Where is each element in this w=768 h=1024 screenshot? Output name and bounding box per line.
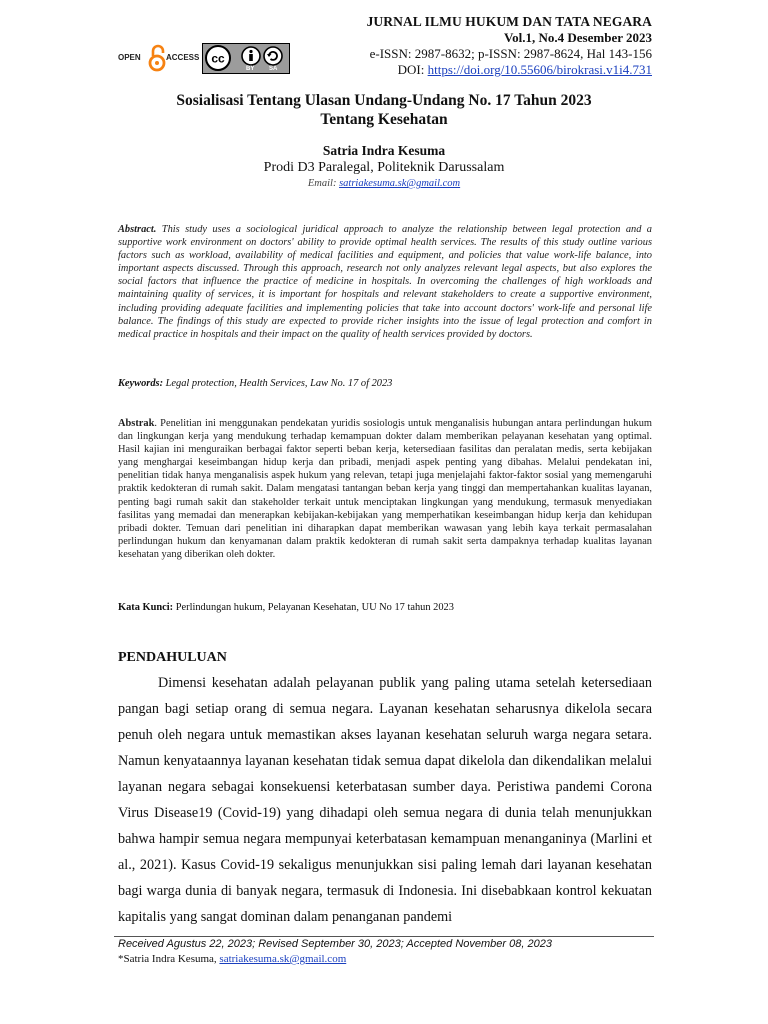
journal-doi — [132, 62, 652, 78]
journal-issn: e-ISSN: 2987-8632; p-ISSN: 2987-8624, Hal 143-156 — [369, 46, 652, 61]
section-heading-pendahuluan: PENDAHULUAN — [118, 650, 227, 665]
svg-text:cc: cc — [211, 51, 225, 66]
doi-prefix: DOI: — [397, 62, 428, 77]
email-label: Email: — [307, 178, 340, 189]
abstract-english — [118, 223, 652, 341]
journal-volume: Vol.1, No.4 Desember 2023 — [503, 30, 652, 45]
body-paragraph: Dimensi kesehatan adalah pelayanan publik yang paling utama setelah ketersediaan pangan bagi setiap orang di semua negara. Layanan kesehatan seharusnya dikelola secara penuh oleh negara untuk memastikan akses layanan kesehatan seluruh warga negara setara. Namun kenyataannya layanan kesehatan tidak semua dapat dikelola dan dikendalikan melalui layanan negara sebagai konsekuensi keterbatasan sumber daya. Peristiwa pandemi Corona Virus Disease19 (Covid-19) yang dihadapi oleh semua negara di dunia telah menunjukkan bahwa hampir semua negara mempunyai keterbatasan kemampuan menanganinya (Marlini et al., 2021). Kasus Covid-19 sekaligus menunjukkan sisi paling lemah dari layanan kesehatan bagi warga dunia di banyak negara, termasuk di Indonesia. Ini disebabkaan kontrol kekuatan kapitalis yang sangat dominan dalam penanganan pandemi — [118, 675, 652, 925]
journal-header — [132, 14, 652, 78]
cc-sa-label: SA — [269, 66, 278, 72]
footer-divider — [114, 936, 654, 937]
paper-title-line-2: Tentang Kesehatan — [320, 111, 448, 128]
open-access-label-left: OPEN — [118, 53, 141, 62]
open-access-label-right: ACCESS — [166, 53, 200, 62]
keywords-indonesian — [118, 602, 652, 613]
corresponding-author-name: *Satria Indra Kesuma, — [118, 953, 220, 965]
paper-title-line-1: Sosialisasi Tentang Ulasan Undang-Undang No. 17 Tahun 2023 — [176, 92, 592, 109]
author-email-link[interactable]: satriakesuma.sk@gmail.com — [339, 178, 461, 189]
keywords-english-label: Keywords: — [118, 378, 164, 389]
abstract-english-text: This study uses a sociological juridical approach to analyze the relationship between legal protection and a supportive work environment on doctors' ability to provide optimal health services. The results of this study outline various factors such as workload, availability of medical facilities and equipment, and policies that value work-life balance, into important aspects discussed. Through this approach, research not only analyzes relevant legal aspects, but also explores the social factors that influence the practice of medicine in hospitals. In overcoming the challenges of high workloads and maintaining quality of services, it is important for hospitals and relevant stakeholders to create a supportive environment, including providing adequate facilities and implementing policies that take into account doctors' work-life and personal life balance. The findings of this study are expected to provide richer insights into the issue of legal protection and comfort in medical practice in hospitals and their impact on the quality of health services provided by doctors. — [118, 224, 652, 340]
keywords-indonesian-text: Perlindungan hukum, Pelayanan Kesehatan, UU No 17 tahun 2023 — [173, 602, 454, 613]
corresponding-author-email[interactable]: satriakesuma.sk@gmail.com — [219, 953, 347, 965]
abstract-indonesian-text: . Penelitian ini menggunakan pendekatan yuridis sosiologis untuk menganalisis hubungan antara perlindungan hukum dan lingkungan kerja yang mendukung terhadap kemampuan dokter dalam memberikan pelayanan kesehatan yang optimal. Hasil kajian ini menguraikan berbagai faktor seperti beban kerja, ketersediaan fasilitas dan peralatan medis, serta kebijakan yang menghargai keseimbangan hidup kerja dan pribadi, menjadi aspek penting yang dibahas. Melalui pendekatan ini, penelitian tidak hanya menganalisis aspek hukum yang relevan, tetapi juga menjelajahi faktor-faktor sosial yang memengaruhi praktik kedokteran di rumah sakit. Dalam mengatasi tantangan beban kerja yang tinggi dan mempertahankan kualitas layanan, penting bagi rumah sakit dan stakeholder terkait untuk menciptakan lingkungan yang mendukung, termasuk menyediakan fasilitas yang memadai dan menerapkan kebijakan-kebijakan yang memperhatikan keseimbangan hidup kerja dan kehidupan pribadi dokter. Temuan dari penelitian ini diharapkan dapat memberikan wawasan yang lebih kaya terkait permasalahan perlindungan hukum dan kenyamanan dalam praktik kedokteran di rumah sakit serta dampaknya terhadap kualitas layanan kesehatan yang diberikan oleh dokter. — [118, 418, 652, 560]
abstract-english-label: Abstract. — [118, 224, 157, 235]
keywords-english — [118, 378, 652, 389]
abstract-indonesian — [118, 417, 652, 561]
author-name: Satria Indra Kesuma — [322, 143, 446, 158]
cc-by-label: BY — [246, 66, 255, 72]
journal-name: JURNAL ILMU HUKUM DAN TATA NEGARA — [366, 14, 652, 29]
keywords-english-text: Legal protection, Health Services, Law No. 17 of 2023 — [163, 378, 393, 389]
author-affiliation: Prodi D3 Paralegal, Politeknik Darussalam — [263, 160, 505, 175]
corresponding-author — [118, 953, 346, 965]
keywords-indonesian-label: Kata Kunci: — [118, 602, 174, 613]
received-dates: Received Agustus 22, 2023; Revised September 30, 2023; Accepted November 08, 2023 — [118, 938, 552, 950]
abstract-indonesian-label: Abstrak — [118, 418, 155, 429]
doi-link[interactable]: https://doi.org/10.55606/birokrasi.v1i4.731 — [427, 62, 652, 77]
paper-title — [114, 91, 654, 129]
author-email-line — [114, 178, 654, 189]
